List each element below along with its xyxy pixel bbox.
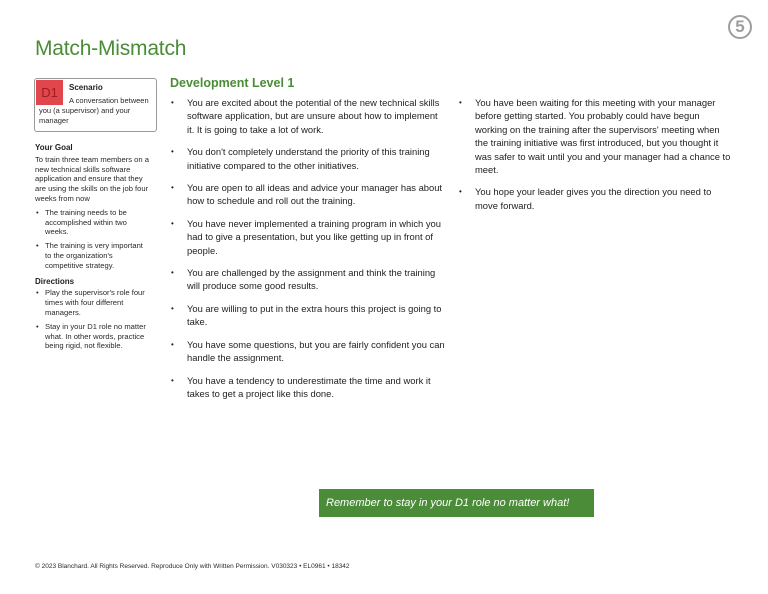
right-bullet-list [458,96,733,221]
bullet-item: • You have some questions, but you are fairly confident you can handle the assignment. [170,338,445,365]
d1-badge: D1 [36,80,63,105]
scenario-description: A conversation between you (a supervisor) and your manager [39,96,149,125]
bullet-item: • You are excited about the potential of the new technical skills software application, but are unsure about how to implement it. It is going to take a lot of work. [170,96,445,136]
bullet-item: • You have a tendency to underestimate the time and work it takes to get a project like this done. [170,374,445,401]
sidebar [35,143,155,357]
directions-list-item: • Play the supervisor's role four times with four different managers. [35,288,149,317]
goal-heading: Your Goal [35,143,73,152]
scenario-label: Scenario [69,83,103,92]
bullet-item: • You are open to all ideas and advice your manager has about how to schedule and roll out the training. [170,181,445,208]
page-title: Match-Mismatch [35,37,187,60]
bullet-item: • You have been waiting for this meeting with your manager before getting started. You probably could have begun working on the training after the supervisors' meeting when the training initiative was first introduced, but you thought it was safer to wait until you and your manager had a chance to meet. [458,96,733,176]
bullet-item: • You hope your leader gives you the direction you need to move forward. [458,185,733,212]
directions-heading: Directions [35,276,75,286]
directions-list-item: • Stay in your D1 role no matter what. In other words, practice being rigid, not flexible. [35,322,149,351]
reminder-callout: Remember to stay in your D1 role no matter what! [319,489,594,517]
bullet-item: • You are challenged by the assignment and think the training will produce some good results. [170,266,445,293]
scenario-box [34,78,157,132]
goal-list-item: • The training is very important to the organization's competitive strategy. [35,241,149,270]
page-number-badge: 5 [728,15,752,39]
development-level-heading: Development Level 1 [170,76,295,90]
bullet-item: • You have never implemented a training program in which you had to give a presentation, but you like getting up in front of people. [170,217,445,257]
directions-list [35,288,155,351]
goal-list-item: • The training needs to be accomplished within two weeks. [35,208,149,237]
goal-text: To train three team members on a new technical skills software application and ensure that they are using the skills on the job four weeks from now [35,154,149,203]
left-bullet-list [170,96,445,409]
bullet-item: • You don't completely understand the priority of this training initiative compared to the other initiatives. [170,145,445,172]
copyright-footer: © 2023 Blanchard. All Rights Reserved. Reproduce Only with Written Permission. V030323 • EL0961 • 18342 [35,563,350,570]
bullet-item: • You are willing to put in the extra hours this project is going to take. [170,302,445,329]
goal-list [35,208,155,271]
